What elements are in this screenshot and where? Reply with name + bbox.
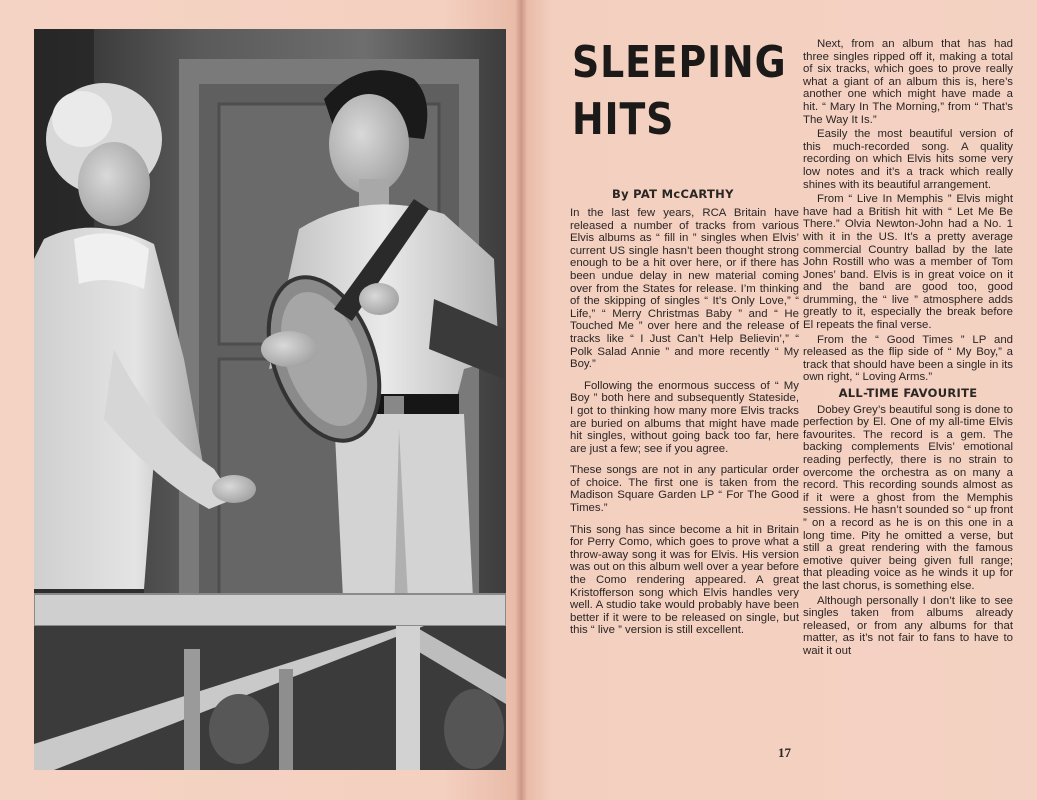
article-headline xyxy=(572,34,787,148)
paragraph: In the last few years, RCA Britain have released a number of tracks from various Elvis albums as “ fill in ” singles when Elvis’ current US single hasn’t been thought strong enough to be a hit over here, or if there has been undue delay in new material coming over from the States for release. I’m thinking of the skipping of singles “ It’s Only Love,” “ Life,” “ Merry Christmas Baby ” and “ He Touched Me ” over here and the release of tracks like “ I Just Can’t Help Believin’,” “ Polk Salad Annie ” and more recently “ My Boy.” xyxy=(570,207,799,371)
text-column-1 xyxy=(570,207,799,646)
paragraph: Dobey Grey’s beautiful song is done to perfection by El. One of my all-time Elvis favourites. The record is a gem. The backing complements Elvis’ emotional reading perfectly, there is no strain to overcome the orchestra as on many a record. This recording sounds almost as if it were a ghost from the Memphis sessions. He hasn’t sounded so “ up front ” on a record as he is on this one in a long time. Pity he omitted a verse, but still a great rendering with the famous emotive quiver being given full range; that pleading voice as he winds it up for the last chorus, is something else. xyxy=(803,403,1013,592)
paragraph: Easily the most beautiful version of this much-recorded song. A quality recording on which Elvis hits some very low notes and it’s a track which really shines with its beautiful arrangement. xyxy=(803,128,1013,191)
page-number: 17 xyxy=(778,745,791,760)
paragraph: From the “ Good Times ” LP and released as the flip side of “ My Boy,” a track that should have been a single in its own right, “ Loving Arms.” xyxy=(803,333,1013,384)
paragraph: Although personally I don’t like to see singles taken from albums already released, or from any albums for that matter, as it’s not fair to fans to have to wait it out xyxy=(803,594,1013,657)
paragraph: These songs are not in any particular order of choice. The first one is taken from the Madison Square Garden LP “ For The Good Times.” xyxy=(570,464,799,515)
paragraph: This song has since become a hit in Britain for Perry Como, which goes to prove what a throw-away song it was for Elvis. His version was out on this album well over a year before the Como rendering appeared. A great Kristofferson song which Elvis handles very well. A studio take would probably have been better if it were to be released on single, but this “ live ” version is still excellent. xyxy=(570,523,799,637)
headline-line-1: SLEEPING xyxy=(572,37,787,88)
photograph xyxy=(34,29,506,770)
paragraph: From “ Live In Memphis ” Elvis might have had a British hit with “ Let Me Be There.” Olvia Newton-John had a No. 1 with it in the US. It’s a pretty average commercial Country ballad by the late John Rostill who was a member of Tom Jones’ band. Elvis is in great voice on it and the band are good too, good drumming, the “ live ” atmosphere adds greatly to it, especially the break before El repeats the final verse. xyxy=(803,193,1013,332)
byline: By PAT McCARTHY xyxy=(612,187,734,201)
text-column-2 xyxy=(803,38,1013,660)
paragraph: Following the enormous success of “ My Boy ” both here and subsequently Stateside, I got to thinking how many more Elvis tracks are buried on albums that might have made hit singles, without going back too far, here are just a few; see if you agree. xyxy=(570,379,799,455)
photo-illustration xyxy=(34,29,506,770)
paragraph: Next, from an album that has had three singles ripped off it, making a total of six tracks, which goes to prove really what a giant of an album this is, here’s another one which might have made a hit. “ Mary In The Morning,” from “ That’s The Way It Is.” xyxy=(803,38,1013,126)
headline-line-2: HITS xyxy=(572,94,675,145)
section-subheading: ALL-TIME FAVOURITE xyxy=(838,386,978,401)
page-gutter xyxy=(515,0,527,800)
